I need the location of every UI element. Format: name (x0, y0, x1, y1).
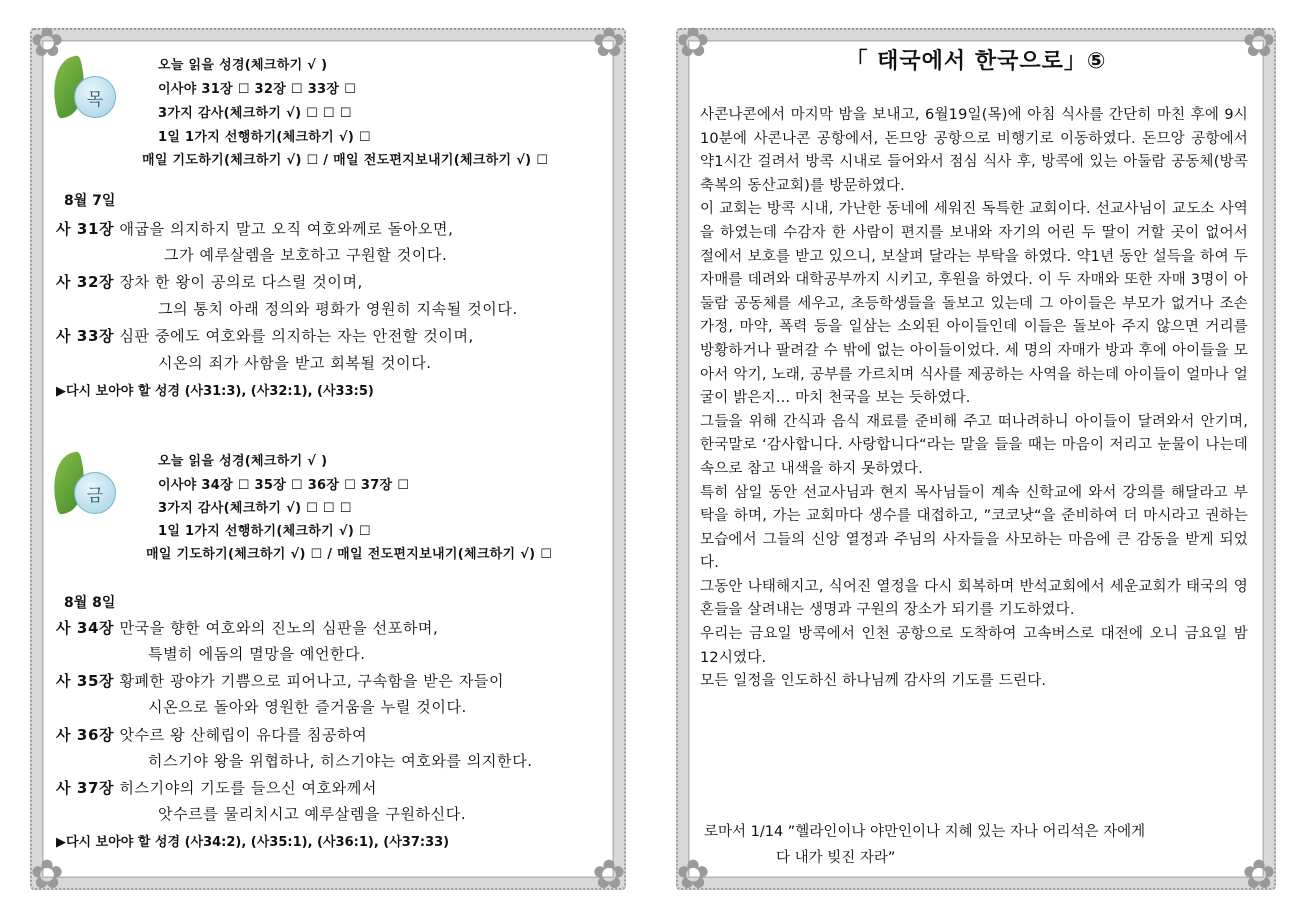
checklist-line: 1일 1가지 선행하기(체크하기 √) ☐ (158, 130, 371, 145)
recap-line: ▶다시 보아야 할 성경 (사34:2), (사35:1), (사36:1), (사37:33) (56, 835, 450, 850)
verse-line (56, 617, 438, 638)
verse-text: 그가 예루살렘을 보호하고 구원할 것이다. (164, 246, 448, 264)
verse-text: 만국을 향한 여호와의 진노의 심판을 선포하며, (119, 619, 439, 637)
verse-text: 히스기야 왕을 위협하나, 히스기야는 여호와를 의지한다. (148, 752, 533, 770)
checklist-line: 3가지 감사(체크하기 √) ☐ ☐ ☐ (158, 501, 352, 516)
paragraph: 모든 일정을 인도하신 하나님께 감사의 기도를 드린다. (700, 673, 1047, 690)
flower-ornament-icon: ✿ (676, 852, 710, 898)
paragraph: 특히 삼일 동안 선교사님과 현지 목사님들이 계속 신학교에 와서 강의를 해달라고 부탁을 하며, 가는 교회마다 생수를 대접하고, ”코코낫“을 준비하여 더 마시라고 권하는 모습에서 그들의 신앙 열정과 주님의 사자들을 사모하는 마음에 큰 감동을 받게 되었다. (700, 484, 1248, 572)
verse-line (56, 325, 474, 346)
paragraph: 이 교회는 방콕 시내, 가난한 동네에 세워진 독특한 교회이다. 선교사님이 교도소 사역을 하였는데 수감자 한 사람이 편지를 보내와 자기의 어린 두 딸이 거할 곳이 없어서 절에서 보호를 받고 있으니, 보살펴 달라는 부탁을 하였다. 약1년 동안 설득을 하여 두 자매를 데려와 대학공부까지 시키고, 후원을 하였다. 이 두 자매와 또한 자매 3명이 아둘람 공동체를 세우고, 초등학생들을 돌보고 있는데 그 아이들은 부모가 없거나 조손 가정, 마약, 폭력 등을 일삼는 소외된 아이들인데 이들은 돌보아 주지 않으면 거리를 방황하거나 팔려갈 수 밖에 없는 아이들이었다. 세 명의 자매가 방과 후에 아이들을 모아서 악기, 노래, 공부를 가르치며 식사를 제공하는 사역을 하는데 아이들이 얼마나 얼굴이 밝은지... 마치 천국을 보는 듯하였다. (700, 201, 1248, 407)
checklist-line: 오늘 읽을 성경(체크하기 √ ) (158, 58, 328, 73)
verse-ref: 사 33장 (56, 327, 115, 345)
verse-text: 장차 한 왕이 공의로 다스릴 것이며, (119, 273, 363, 291)
right-page (676, 20, 1276, 898)
verse-text: 심판 중에도 여호와를 의지하는 자는 안전할 것이며, (119, 327, 474, 345)
verse-text: 특별히 에돔의 멸망을 예언한다. (148, 645, 366, 663)
checklist-line: 이사야 34장 ☐ 35장 ☐ 36장 ☐ 37장 ☐ (158, 478, 410, 493)
checklist-line: 매일 기도하기(체크하기 √) ☐ / 매일 전도편지보내기(체크하기 √) ☐ (142, 153, 549, 168)
flower-ornament-icon: ✿ (30, 852, 64, 898)
checklist-line: 이사야 31장 ☐ 32장 ☐ 33장 ☐ (158, 82, 357, 97)
verse-text: 앗수르를 물리치시고 예루살렘을 구원하신다. (158, 805, 467, 823)
verse-text: 그의 통치 아래 정의와 평화가 영원히 지속될 것이다. (158, 300, 518, 318)
flower-ornament-icon: ✿ (1242, 20, 1276, 66)
paragraph: 그동안 나태해지고, 식어진 열정을 다시 회복하며 반석교회에서 세운교회가 태국의 영혼들을 살려내는 생명과 구원의 장소가 되기를 기도하였다. (700, 578, 1248, 619)
verse-line (56, 777, 377, 798)
verse-line (56, 271, 363, 292)
verse-text: 애굽을 의지하지 말고 오직 여호와께로 돌아오면, (119, 220, 454, 238)
verse-text: 히스기야의 기도를 들으신 여호와께서 (119, 779, 377, 797)
left-page (30, 20, 626, 898)
closing-verse: 로마서 1/14 ”헬라인이나 야만인이나 지혜 있는 자나 어리석은 자에게 (704, 824, 1146, 840)
paragraph: 사콘나콘에서 마지막 밤을 보내고, 6월19일(목)에 아침 식사를 간단히 마친 후에 9시10분에 사콘나콘 공항에서, 돈므앙 공항으로 비행기로 이동하였다. 돈므앙 공항에서 약1시간 걸려서 방콕 시내로 들어와서 점심 식사 후, 방콕에 있는 아둘람 공동체(방콕 축복의 동산교회)를 방문하였다. (700, 107, 1248, 194)
flower-ornament-icon: ✿ (592, 852, 626, 898)
lily-leaf-icon (52, 452, 118, 518)
verse-ref: 사 34장 (56, 619, 115, 637)
article-body (700, 104, 1248, 694)
verse-text: 황폐한 광야가 기쁨으로 피어나고, 구속함을 받은 자들이 (119, 672, 505, 690)
closing-verse: 다 내가 빚진 자라” (776, 850, 896, 866)
verse-text: 앗수르 왕 산헤립이 유다를 침공하여 (119, 726, 368, 744)
checklist-line: 매일 기도하기(체크하기 √) ☐ / 매일 전도편지보내기(체크하기 √) ☐ (146, 547, 553, 562)
verse-line (56, 724, 367, 745)
verse-ref: 사 32장 (56, 273, 115, 291)
reading-date: 8월 8일 (64, 595, 116, 611)
flower-ornament-icon: ✿ (30, 20, 64, 66)
page-title: 「 태국에서 한국으로」⑤ (845, 49, 1107, 74)
verse-ref: 사 37장 (56, 779, 115, 797)
flower-ornament-icon: ✿ (1242, 852, 1276, 898)
verse-line (56, 670, 504, 691)
verse-ref: 사 36장 (56, 726, 115, 744)
paragraph: 그들을 위해 간식과 음식 재료를 준비해 주고 떠나려하니 아이들이 달려와서 안기며, 한국말로 ‘감사합니다. 사랑합니다“라는 말을 들을 때는 마음이 저리고 눈물이 나는데 속으로 참고 내색을 하지 못하였다. (700, 413, 1248, 477)
flower-ornament-icon: ✿ (676, 20, 710, 66)
verse-line (56, 218, 453, 239)
paragraph: 우리는 금요일 방콕에서 인천 공항으로 도착하여 고속버스로 대전에 오니 금요일 밤12시였다. (700, 626, 1248, 666)
lily-leaf-icon (52, 56, 118, 122)
reading-date: 8월 7일 (64, 193, 116, 209)
verse-ref: 사 31장 (56, 220, 115, 238)
verse-text: 시온으로 돌아와 영원한 즐거움을 누릴 것이다. (148, 698, 467, 716)
recap-line: ▶다시 보아야 할 성경 (사31:3), (사32:1), (사33:5) (56, 384, 374, 399)
verse-ref: 사 35장 (56, 672, 115, 690)
flower-ornament-icon: ✿ (592, 20, 626, 66)
checklist-line: 1일 1가지 선행하기(체크하기 √) ☐ (158, 524, 371, 539)
day-badge: 목 (74, 76, 116, 118)
checklist-line: 오늘 읽을 성경(체크하기 √ ) (158, 454, 328, 469)
verse-text: 시온의 죄가 사함을 받고 회복될 것이다. (158, 354, 432, 372)
checklist-line: 3가지 감사(체크하기 √) ☐ ☐ ☐ (158, 106, 352, 121)
day-badge: 금 (74, 472, 116, 514)
